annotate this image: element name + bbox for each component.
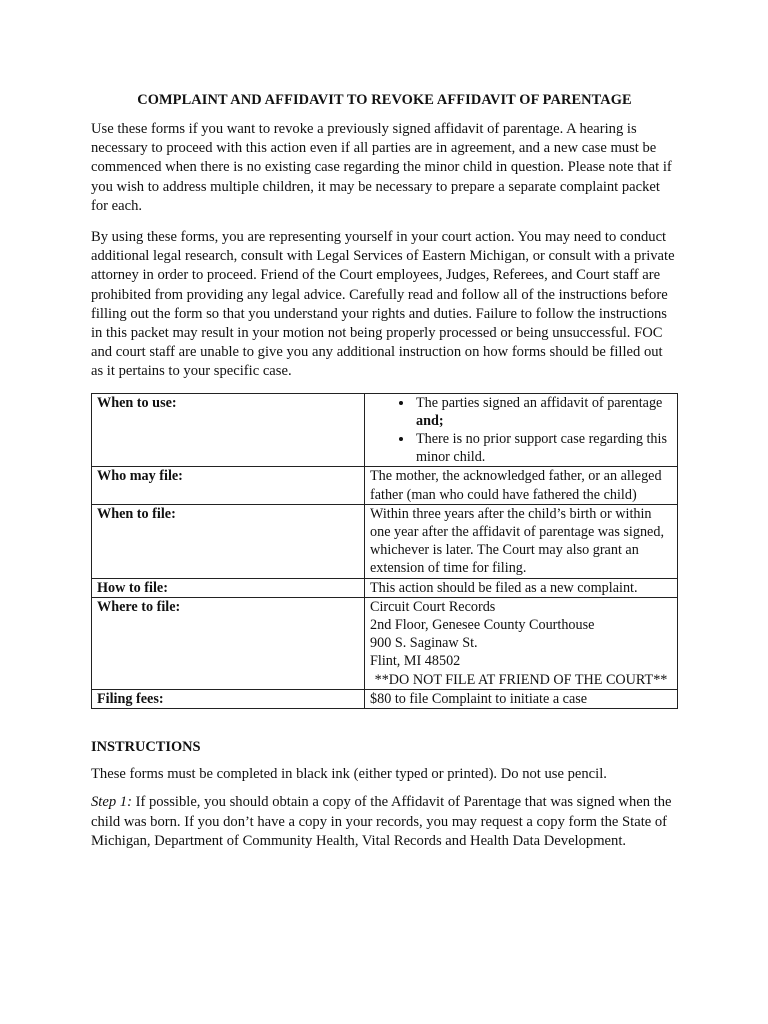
filing-info-table	[91, 393, 678, 709]
where-line-4: Flint, MI 48502	[370, 653, 461, 670]
step-1-paragraph	[91, 793, 678, 851]
when-to-file-value: Within three years after the child’s birth or within one year after the affidavit of parentage was signed, whichever is later. The Court may also grant an extension of time for filing.	[365, 504, 678, 578]
table-row-how-to-file	[92, 578, 678, 597]
instructions-heading: INSTRUCTIONS	[91, 739, 201, 756]
table-row-where-to-file	[92, 597, 678, 689]
where-to-file-label: Where to file:	[92, 597, 365, 689]
when-to-use-bullet-1: The parties signed an affidavit of parentage	[416, 394, 663, 411]
instructions-paragraph: These forms must be completed in black ink (either typed or printed). Do not use pencil.	[91, 766, 607, 783]
document-page	[91, 92, 678, 851]
when-to-file-label: When to file:	[92, 504, 365, 578]
list-item	[414, 394, 672, 430]
table-row-filing-fees	[92, 689, 678, 708]
where-line-1: Circuit Court Records	[370, 598, 496, 615]
where-note: **DO NOT FILE AT FRIEND OF THE COURT**	[374, 671, 668, 688]
table-row-when-to-file	[92, 504, 678, 578]
list-item	[414, 430, 672, 466]
step-1-label: Step 1:	[91, 794, 132, 811]
who-may-file-value: The mother, the acknowledged father, or an alleged father (man who could have fathered the child)	[365, 467, 678, 504]
when-to-use-bullet-2: There is no prior support case regarding this minor child.	[416, 431, 667, 466]
intro-paragraph-1: Use these forms if you want to revoke a previously signed affidavit of parentage. A hearing is necessary to proceed with this action even if all parties are in agreement, and a new case must be commenced when there is no existing case regarding the minor child in question. Please note that if you wish to address multiple children, it may be necessary to prepare a separate complaint packet for each.	[91, 121, 672, 214]
intro-paragraph-2: By using these forms, you are representing yourself in your court action. You may need to conduct additional legal research, consult with Legal Services of Eastern Michigan, or consult with a private attorney in order to proceed. Friend of the Court employees, Judges, Referees, and Court staff are prohibited from providing any legal advice. Carefully read and follow all of the instructions before filling out the form so that you understand your rights and duties. Failure to follow the instructions in this packet may result in your motion not being properly processed or being unsuccessful. FOC and court staff are unable to give you any additional instruction on how forms should be filled out as it pertains to your specific case.	[91, 229, 675, 380]
where-line-2: 2nd Floor, Genesee County Courthouse	[370, 617, 595, 634]
step-1-text: If possible, you should obtain a copy of the Affidavit of Parentage that was signed when the child was born. If you don’t have a copy in your records, you may request a copy form the State of Michigan, Department of Community Health, Vital Records and Health Data Development.	[91, 794, 672, 849]
how-to-file-value: This action should be filed as a new complaint.	[365, 578, 678, 597]
when-to-use-value	[365, 393, 678, 467]
table-row-who-may-file	[92, 467, 678, 504]
when-to-use-list	[370, 394, 672, 467]
table-row-when-to-use	[92, 393, 678, 467]
when-to-use-bullet-1-bold: and;	[416, 412, 444, 429]
when-to-use-label: When to use:	[92, 393, 365, 467]
where-line-3: 900 S. Saginaw St.	[370, 635, 478, 652]
who-may-file-label: Who may file:	[92, 467, 365, 504]
how-to-file-label: How to file:	[92, 578, 365, 597]
where-to-file-value	[365, 597, 678, 689]
filing-fees-value: $80 to file Complaint to initiate a case	[365, 689, 678, 708]
document-title: COMPLAINT AND AFFIDAVIT TO REVOKE AFFIDAVIT OF PARENTAGE	[137, 92, 632, 108]
filing-fees-label: Filing fees:	[92, 689, 365, 708]
